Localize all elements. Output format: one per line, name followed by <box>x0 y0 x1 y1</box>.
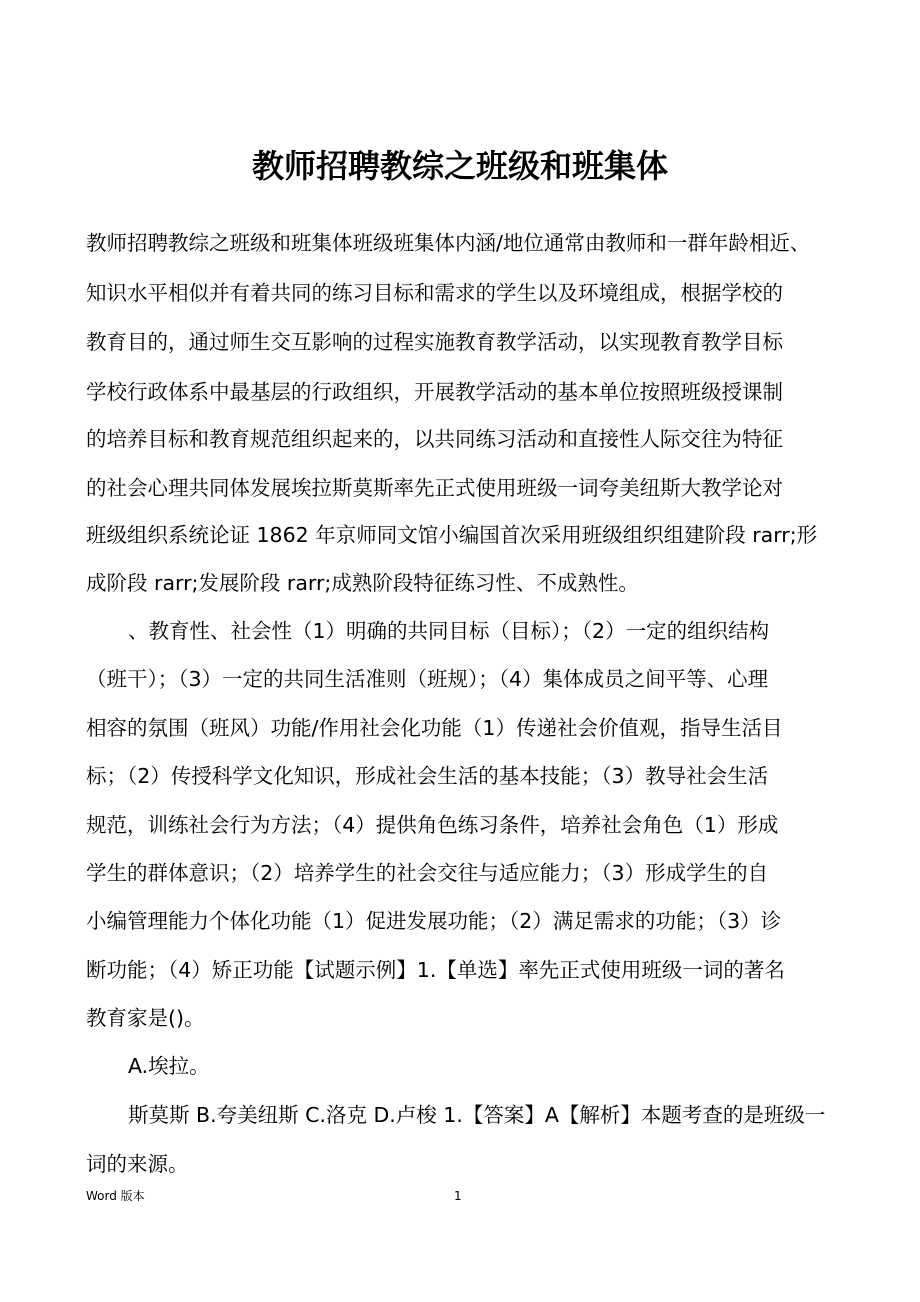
footer-version-label: Word 版本 <box>86 1189 145 1203</box>
body-line: 教育家是()。 <box>86 1006 205 1030</box>
body-line: 相容的氛围（班风）功能/作用社会化功能（1）传递社会价值观，指导生活目 <box>86 716 783 740</box>
body-line: 教育目的，通过师生交互影响的过程实施教育教学活动，以实现教育教学目标 <box>86 330 783 354</box>
body-line: 标；（2）传授科学文化知识，形成社会生活的基本技能；（3）教导社会生活 <box>86 764 769 788</box>
body-line: 的社会心理共同体发展埃拉斯莫斯率先正式使用班级一词夸美纽斯大教学论对 <box>86 476 783 500</box>
document-title: 教师招聘教综之班级和班集体 <box>251 147 668 185</box>
body-line: 、教育性、社会性（1）明确的共同目标（目标）；（2）一定的组织结构 <box>128 619 770 643</box>
body-line: 教师招聘教综之班级和班集体班级班集体内涵/地位通常由教师和一群年龄相近、 <box>86 231 811 255</box>
body-line: 断功能；（4）矫正功能【试题示例】1.【单选】率先正式使用班级一词的著名 <box>86 958 785 982</box>
body-line: 成阶段 rarr;发展阶段 rarr;成熟阶段特征练习性、不成熟性。 <box>86 571 639 595</box>
answer-line: 斯莫斯 B.夸美纽斯 C.洛克 D.卢梭 1.【答案】A【解析】本题考查的是班级一 <box>128 1103 826 1127</box>
body-line: 知识水平相似并有着共同的练习目标和需求的学生以及环境组成，根据学校的 <box>86 281 783 305</box>
body-line: 规范，训练社会行为方法；（4）提供角色练习条件，培养社会角色（1）形成 <box>86 813 779 837</box>
body-line: 词的来源。 <box>86 1152 189 1176</box>
body-line: 学生的群体意识；（2）培养学生的社会交往与适应能力；（3）形成学生的自 <box>86 861 769 885</box>
footer-page-number: 1 <box>454 1189 462 1203</box>
body-line: 班级组织系统论证 1862 年京师同文馆小编国首次采用班级组织组建阶段 rarr;形 <box>86 523 818 547</box>
answer-option-line: A.埃拉。 <box>128 1054 210 1078</box>
body-line: 的培养目标和教育规范组织起来的，以共同练习活动和直接性人际交往为特征 <box>86 427 783 451</box>
body-line: 学校行政体系中最基层的行政组织，开展教学活动的基本单位按照班级授课制 <box>86 380 783 404</box>
body-line: 小编管理能力个体化功能（1）促进发展功能；（2）满足需求的功能；（3）诊 <box>86 909 782 933</box>
body-line: （班干）；（3）一定的共同生活准则（班规）；（4）集体成员之间平等、心理 <box>86 667 769 691</box>
